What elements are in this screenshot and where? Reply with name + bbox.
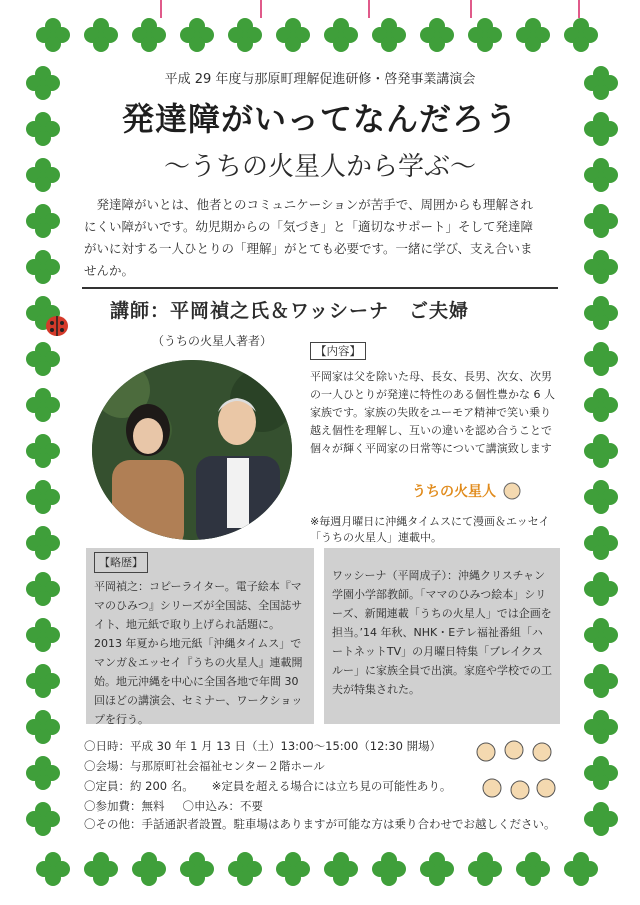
pin-mark <box>160 0 162 18</box>
clover-icon <box>26 572 60 606</box>
clover-icon <box>584 204 618 238</box>
capacity-row <box>84 776 474 796</box>
clover-icon <box>26 342 60 376</box>
clover-icon <box>584 572 618 606</box>
clover-icon <box>584 664 618 698</box>
lecturer-heading: 講師：平岡禎之氏＆ワッシーナ ご夫婦 <box>110 300 470 322</box>
clover-icon <box>26 526 60 560</box>
clover-icon <box>420 18 454 52</box>
pin-mark <box>260 0 262 18</box>
clover-icon <box>584 618 618 652</box>
content-section <box>310 340 558 458</box>
clover-icon <box>584 296 618 330</box>
clover-icon <box>228 852 262 886</box>
clover-icon <box>516 18 550 52</box>
clover-icon <box>584 480 618 514</box>
clover-icon <box>228 18 262 52</box>
clover-icon <box>584 250 618 284</box>
clover-icon <box>420 852 454 886</box>
content-label: 【内容】 <box>310 342 366 360</box>
logo-text: うちの火星人 <box>412 484 496 500</box>
author-note: （うちの火星人著者） <box>152 334 273 348</box>
clover-icon <box>26 802 60 836</box>
clover-icon <box>26 434 60 468</box>
clover-icon <box>26 388 60 422</box>
bio-label: 【略歴】 <box>94 552 148 573</box>
clover-icon <box>584 526 618 560</box>
clover-icon <box>516 852 550 886</box>
intro-paragraph <box>84 194 554 282</box>
clover-icon <box>26 618 60 652</box>
clover-icon <box>132 852 166 886</box>
clover-icon <box>276 852 310 886</box>
divider <box>82 287 558 289</box>
clover-icon <box>468 852 502 886</box>
clover-icon <box>26 756 60 790</box>
clover-icon <box>324 18 358 52</box>
clover-icon <box>324 852 358 886</box>
bio-text-hiraoka: 平岡禎之：コピーライター。電子絵本『ママのひみつ』シリーズが全国誌、全国誌サイト、地元紙で取り上げられ話題に。2013 年夏から地元紙「沖縄タイムス」でマンガ＆エッセイ『うちの火星人』連載開始。地元沖縄を中心に全国各地で年間 30 回ほどの講演会、セミナー、ワークショップを行う。 <box>94 580 303 726</box>
clover-icon <box>180 852 214 886</box>
application-value: 〇申込み：不要 <box>182 799 263 813</box>
clover-icon <box>180 18 214 52</box>
event-series-line: 平成 29 年度与那原町理解促進研修・啓発事業講演会 <box>164 72 476 87</box>
intro-line: がいに対する一人ひとりの「理解」がとても必要です。一緒に学び、支え合いま <box>84 241 533 256</box>
bio-text-wasshina: ワッシーナ（平岡成子）：沖縄クリスチャン学園小学部教師。「ママのひみつ絵本」シリーズ、新聞連載「うちの火星人」では企画を担当。’14 年秋、NHK・Eテレ福祉番組「ハートネットTV」の月曜日特集「ブレイクスルー」に家族全員で出演。家庭や学校での工夫が特集された。 <box>332 569 552 696</box>
clover-icon <box>84 852 118 886</box>
intro-line: にくい障がいです。幼児期からの「気づき」と「適切なサポート」そして発達障 <box>84 219 534 234</box>
lecturers-photo <box>92 360 292 540</box>
clover-icon <box>372 852 406 886</box>
capacity-value: 〇定員：約 200 名。 <box>84 779 194 793</box>
intro-line: 発達障がいとは、他者とのコミュニケーションが苦手で、周囲からも理解され <box>96 197 534 212</box>
clover-icon <box>564 18 598 52</box>
ladybug-icon <box>44 313 70 337</box>
clover-icon <box>372 18 406 52</box>
bio-panel-hiraoka <box>86 548 314 724</box>
clover-icon <box>26 204 60 238</box>
serial-note: ※毎週月曜日に沖縄タイムスにて漫画＆エッセイ「うちの火星人」連載中。 <box>310 515 550 544</box>
clover-icon <box>276 18 310 52</box>
clover-icon <box>584 756 618 790</box>
fee-row <box>84 796 474 816</box>
cartoon-family-illustration <box>472 736 558 814</box>
datetime-row: 〇日時：平成 30 年 1 月 13 日（土）13:00〜15:00（12:30 開場） <box>84 739 442 753</box>
bio-panel-wasshina <box>324 548 560 724</box>
page-title: 発達障がいってなんだろう <box>121 100 518 138</box>
clover-icon <box>584 802 618 836</box>
pin-mark <box>578 0 580 18</box>
fee-value: 〇参加費：無料 <box>84 799 165 813</box>
clover-icon <box>84 18 118 52</box>
page-subtitle: 〜うちの火星人から学ぶ〜 <box>163 152 476 182</box>
clover-icon <box>132 18 166 52</box>
capacity-note: ※定員を超える場合には立ち見の可能性あり。 <box>211 779 452 793</box>
clover-icon <box>584 342 618 376</box>
clover-icon <box>26 250 60 284</box>
pin-mark <box>368 0 370 18</box>
clover-icon <box>468 18 502 52</box>
clover-icon <box>564 852 598 886</box>
clover-icon <box>26 480 60 514</box>
clover-icon <box>584 434 618 468</box>
other-row: 〇その他：手話通訳者設置。駐車場はありますが可能な方は乗り合わせでお越しください。 <box>84 817 556 831</box>
clover-icon <box>584 388 618 422</box>
clover-icon <box>26 710 60 744</box>
clover-icon <box>584 710 618 744</box>
content-text: 平岡家は父を除いた母、長女、長男、次女、次男の一人ひとりが発達に特性のある個性豊かな 6 人家族です。家族の失敗をユーモア精神で笑い乗り越え個性を理解し、互いの違いを認め合うことで個々が輝く平岡家の日常等について講演致します <box>310 370 555 455</box>
pin-mark <box>470 0 472 18</box>
intro-line: せんか。 <box>84 263 135 278</box>
clover-icon <box>36 852 70 886</box>
clover-icon <box>36 18 70 52</box>
clover-icon <box>26 664 60 698</box>
venue-row: 〇会場：与那原町社会福祉センター２階ホール <box>84 759 325 773</box>
event-details <box>84 736 474 816</box>
uchino-kaseijin-logo <box>410 475 522 505</box>
